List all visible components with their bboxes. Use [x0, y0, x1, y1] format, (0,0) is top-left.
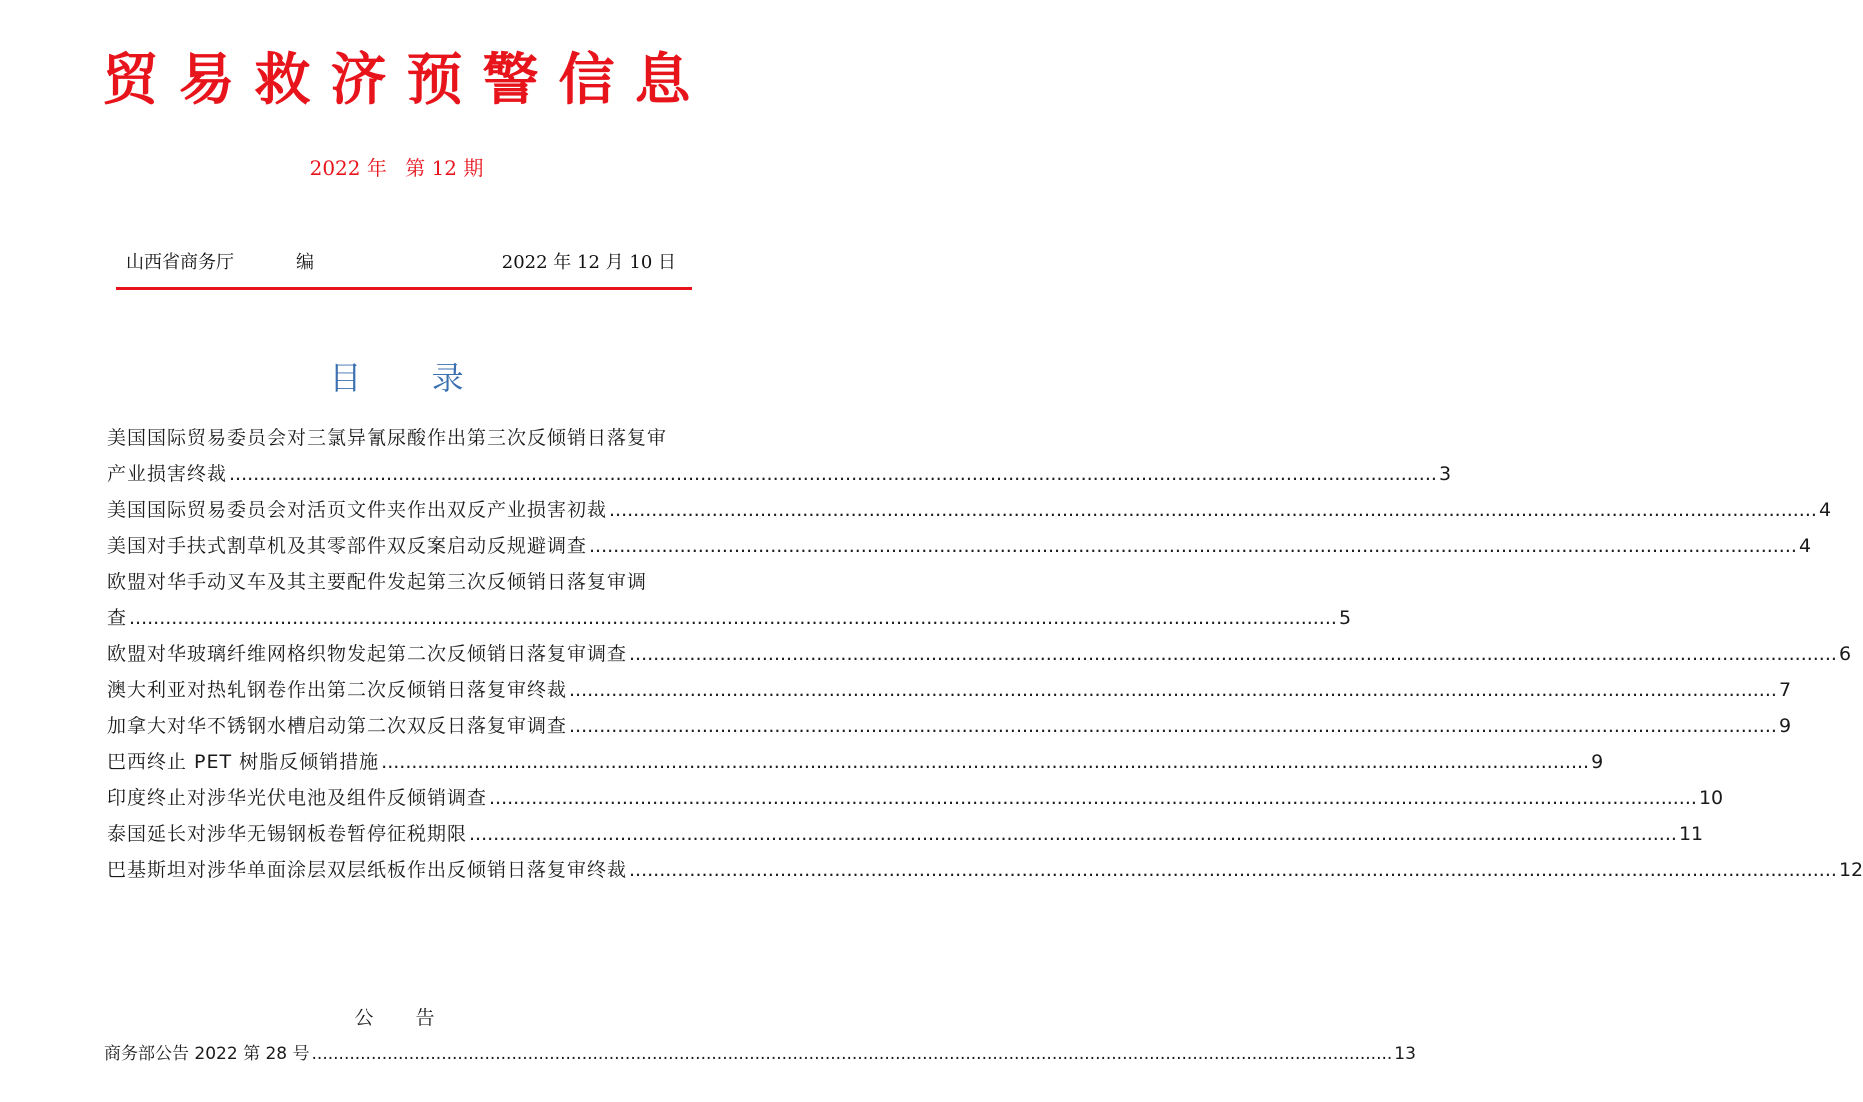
toc-entry-text: 加拿大对华不锈钢水槽启动第二次双反日落复审调查	[107, 715, 568, 737]
toc-page-number: 5	[1338, 607, 1352, 629]
issue-line	[0, 152, 793, 181]
toc-entry[interactable]	[107, 564, 1352, 636]
toc-entry-text: 泰国延长对涉华无锡钢板卷暂停征税期限	[107, 823, 468, 845]
toc-leader: ........................................................................................................................................................................................................	[229, 463, 1437, 485]
issue-year: 2022 年	[309, 156, 387, 180]
toc-leader: ........................................................................................................................................................................................................	[129, 607, 1337, 629]
toc-page-number: 12	[1838, 859, 1863, 881]
publish-date: 2022 年 12 月 10 日	[501, 252, 676, 273]
toc-page-number: 4	[1798, 535, 1812, 557]
toc-page-number: 9	[1778, 715, 1792, 737]
toc-leader: ........................................................................................................................................................................................................	[629, 643, 1837, 665]
toc-entry-text-line2: 产业损害终裁	[107, 463, 228, 485]
toc-entry-text-line2: 查	[107, 607, 128, 629]
toc-entry-text-line1: 美国国际贸易委员会对三氯异氰尿酸作出第三次反倾销日落复审	[107, 427, 668, 449]
notice-entry[interactable]	[104, 1040, 1416, 1068]
toc-entry[interactable]	[107, 528, 1812, 564]
notice-leader: ........................................................................................................................................................................................................	[311, 1044, 1393, 1064]
toc-leader: ........................................................................................................................................................................................................	[629, 859, 1837, 881]
toc-entry[interactable]	[107, 420, 1452, 492]
toc-leader: ........................................................................................................................................................................................................	[569, 715, 1777, 737]
toc-entry-text: 澳大利亚对热轧钢卷作出第二次反倾销日落复审终裁	[107, 679, 568, 701]
toc-entry-text: 巴西终止 PET 树脂反倾销措施	[107, 751, 380, 773]
notice-list	[104, 1040, 1416, 1068]
toc-entry-text: 欧盟对华玻璃纤维网格织物发起第二次反倾销日落复审调查	[107, 643, 628, 665]
notice-page-number: 13	[1394, 1044, 1416, 1064]
toc-entry-text: 巴基斯坦对涉华单面涂层双层纸板作出反倾销日落复审终裁	[107, 859, 628, 881]
table-of-contents	[107, 420, 1863, 888]
byline	[126, 248, 676, 276]
toc-entry-text: 美国对手扶式割草机及其零部件双反案启动反规避调查	[107, 535, 588, 557]
toc-entry[interactable]	[107, 816, 1704, 852]
toc-entry[interactable]	[107, 492, 1832, 528]
toc-leader: ........................................................................................................................................................................................................	[609, 499, 1817, 521]
issue-number: 第 12 期	[405, 156, 484, 180]
toc-entry-text: 美国国际贸易委员会对活页文件夹作出双反产业损害初裁	[107, 499, 608, 521]
toc-title: 目 录	[329, 359, 494, 397]
toc-page-number: 9	[1591, 751, 1604, 773]
toc-leader: ........................................................................................................................................................................................................	[469, 823, 1677, 845]
toc-page-number: 7	[1778, 679, 1792, 701]
toc-entry-text: 印度终止对涉华光伏电池及组件反倾销调查	[107, 787, 488, 809]
masthead-title: 贸易救济预警信息	[102, 47, 711, 113]
edit-label: 编	[296, 252, 314, 273]
toc-leader: ........................................................................................................................................................................................................	[489, 787, 1697, 809]
toc-entry[interactable]	[107, 636, 1852, 672]
toc-entry[interactable]	[107, 780, 1724, 816]
toc-page-number: 11	[1678, 823, 1704, 845]
toc-leader: ........................................................................................................................................................................................................	[589, 535, 1797, 557]
toc-leader: ........................................................................................................................................................................................................	[381, 751, 1590, 773]
header-divider	[116, 287, 692, 290]
toc-entry-text-line1: 欧盟对华手动叉车及其主要配件发起第三次反倾销日落复审调	[107, 571, 648, 593]
toc-entry[interactable]	[107, 744, 1604, 780]
publisher: 山西省商务厅	[126, 252, 234, 273]
toc-leader: ........................................................................................................................................................................................................	[569, 679, 1777, 701]
toc-entry[interactable]	[107, 672, 1792, 708]
notice-section-title: 公 告	[354, 1007, 453, 1029]
toc-page-number: 4	[1818, 499, 1832, 521]
toc-page-number: 3	[1438, 463, 1452, 485]
toc-page-number: 6	[1838, 643, 1852, 665]
toc-entry[interactable]	[107, 708, 1792, 744]
toc-entry[interactable]	[107, 852, 1863, 888]
notice-entry-text: 商务部公告 2022 第 28 号	[104, 1044, 310, 1064]
toc-page-number: 10	[1698, 787, 1724, 809]
